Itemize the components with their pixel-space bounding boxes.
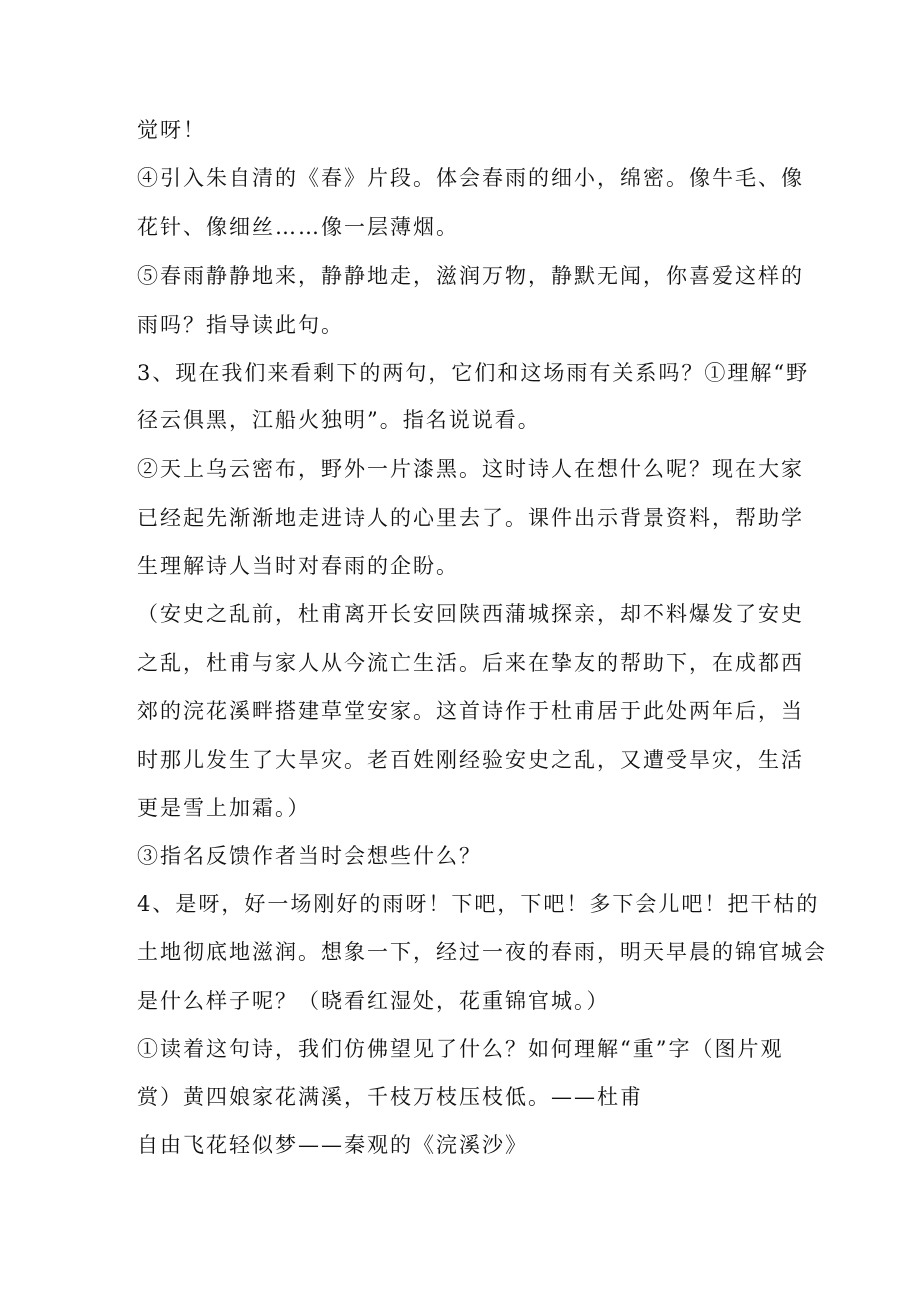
text-line: ②天上乌云密布，野外一片漆黑。这时诗人在想什么呢？现在大家 [137, 457, 804, 481]
text-line: 赏）黄四娘家花满溪，千枝万枝压枝低。——杜甫 [137, 1085, 643, 1109]
text-line: 生理解诗人当时对春雨的企盼。 [137, 554, 459, 578]
text-line: 自由飞花轻似梦——秦观的《浣溪沙》 [137, 1133, 528, 1157]
text-line: ⑤春雨静静地来，静静地走，滋润万物，静默无闻，你喜爱这样的 [137, 264, 804, 288]
text-line: 3、现在我们来看剩下的两句，它们和这场雨有关系吗？①理解“野 [137, 361, 810, 385]
text-line: 径云俱黑，江船火独明”。指名说说看。 [137, 408, 541, 432]
text-line: 已经起先渐渐地走进诗人的心里去了。课件出示背景资料，帮助学 [137, 506, 804, 530]
text-line: 觉呀！ [137, 118, 206, 142]
text-line: 是什么样子呢？（晓看红湿处，花重锦官城。） [137, 989, 610, 1013]
text-line: 郊的浣花溪畔搭建草堂安家。这首诗作于杜甫居于此处两年后，当 [137, 699, 804, 723]
text-line: 花针、像细丝……像一层薄烟。 [137, 215, 459, 239]
text-line: ③指名反馈作者当时会想些什么？ [137, 844, 482, 868]
text-line: （安史之乱前，杜甫离开长安回陕西蒲城探亲，却不料爆发了安史 [137, 602, 804, 626]
text-line: 之乱，杜甫与家人从今流亡生活。后来在挚友的帮助下，在成都西 [137, 651, 804, 675]
text-line: ④引入朱自清的《春》片段。体会春雨的细小，绵密。像牛毛、像 [137, 166, 804, 190]
text-line: 4、是呀，好一场刚好的雨呀！下吧，下吧！多下会儿吧！把干枯的 [137, 892, 820, 916]
text-line: ①读着这句诗，我们仿佛望见了什么？如何理解“重”字（图片观 [137, 1037, 784, 1061]
text-line: 雨吗？指导读此句。 [137, 313, 344, 337]
text-line: 更是雪上加霜。） [137, 796, 311, 820]
text-line: 土地彻底地滋润。想象一下，经过一夜的春雨，明天早晨的锦官城会 [137, 940, 827, 964]
text-line: 时那儿发生了大旱灾。老百姓刚经验安史之乱，又遭受旱灾，生活 [137, 748, 804, 772]
